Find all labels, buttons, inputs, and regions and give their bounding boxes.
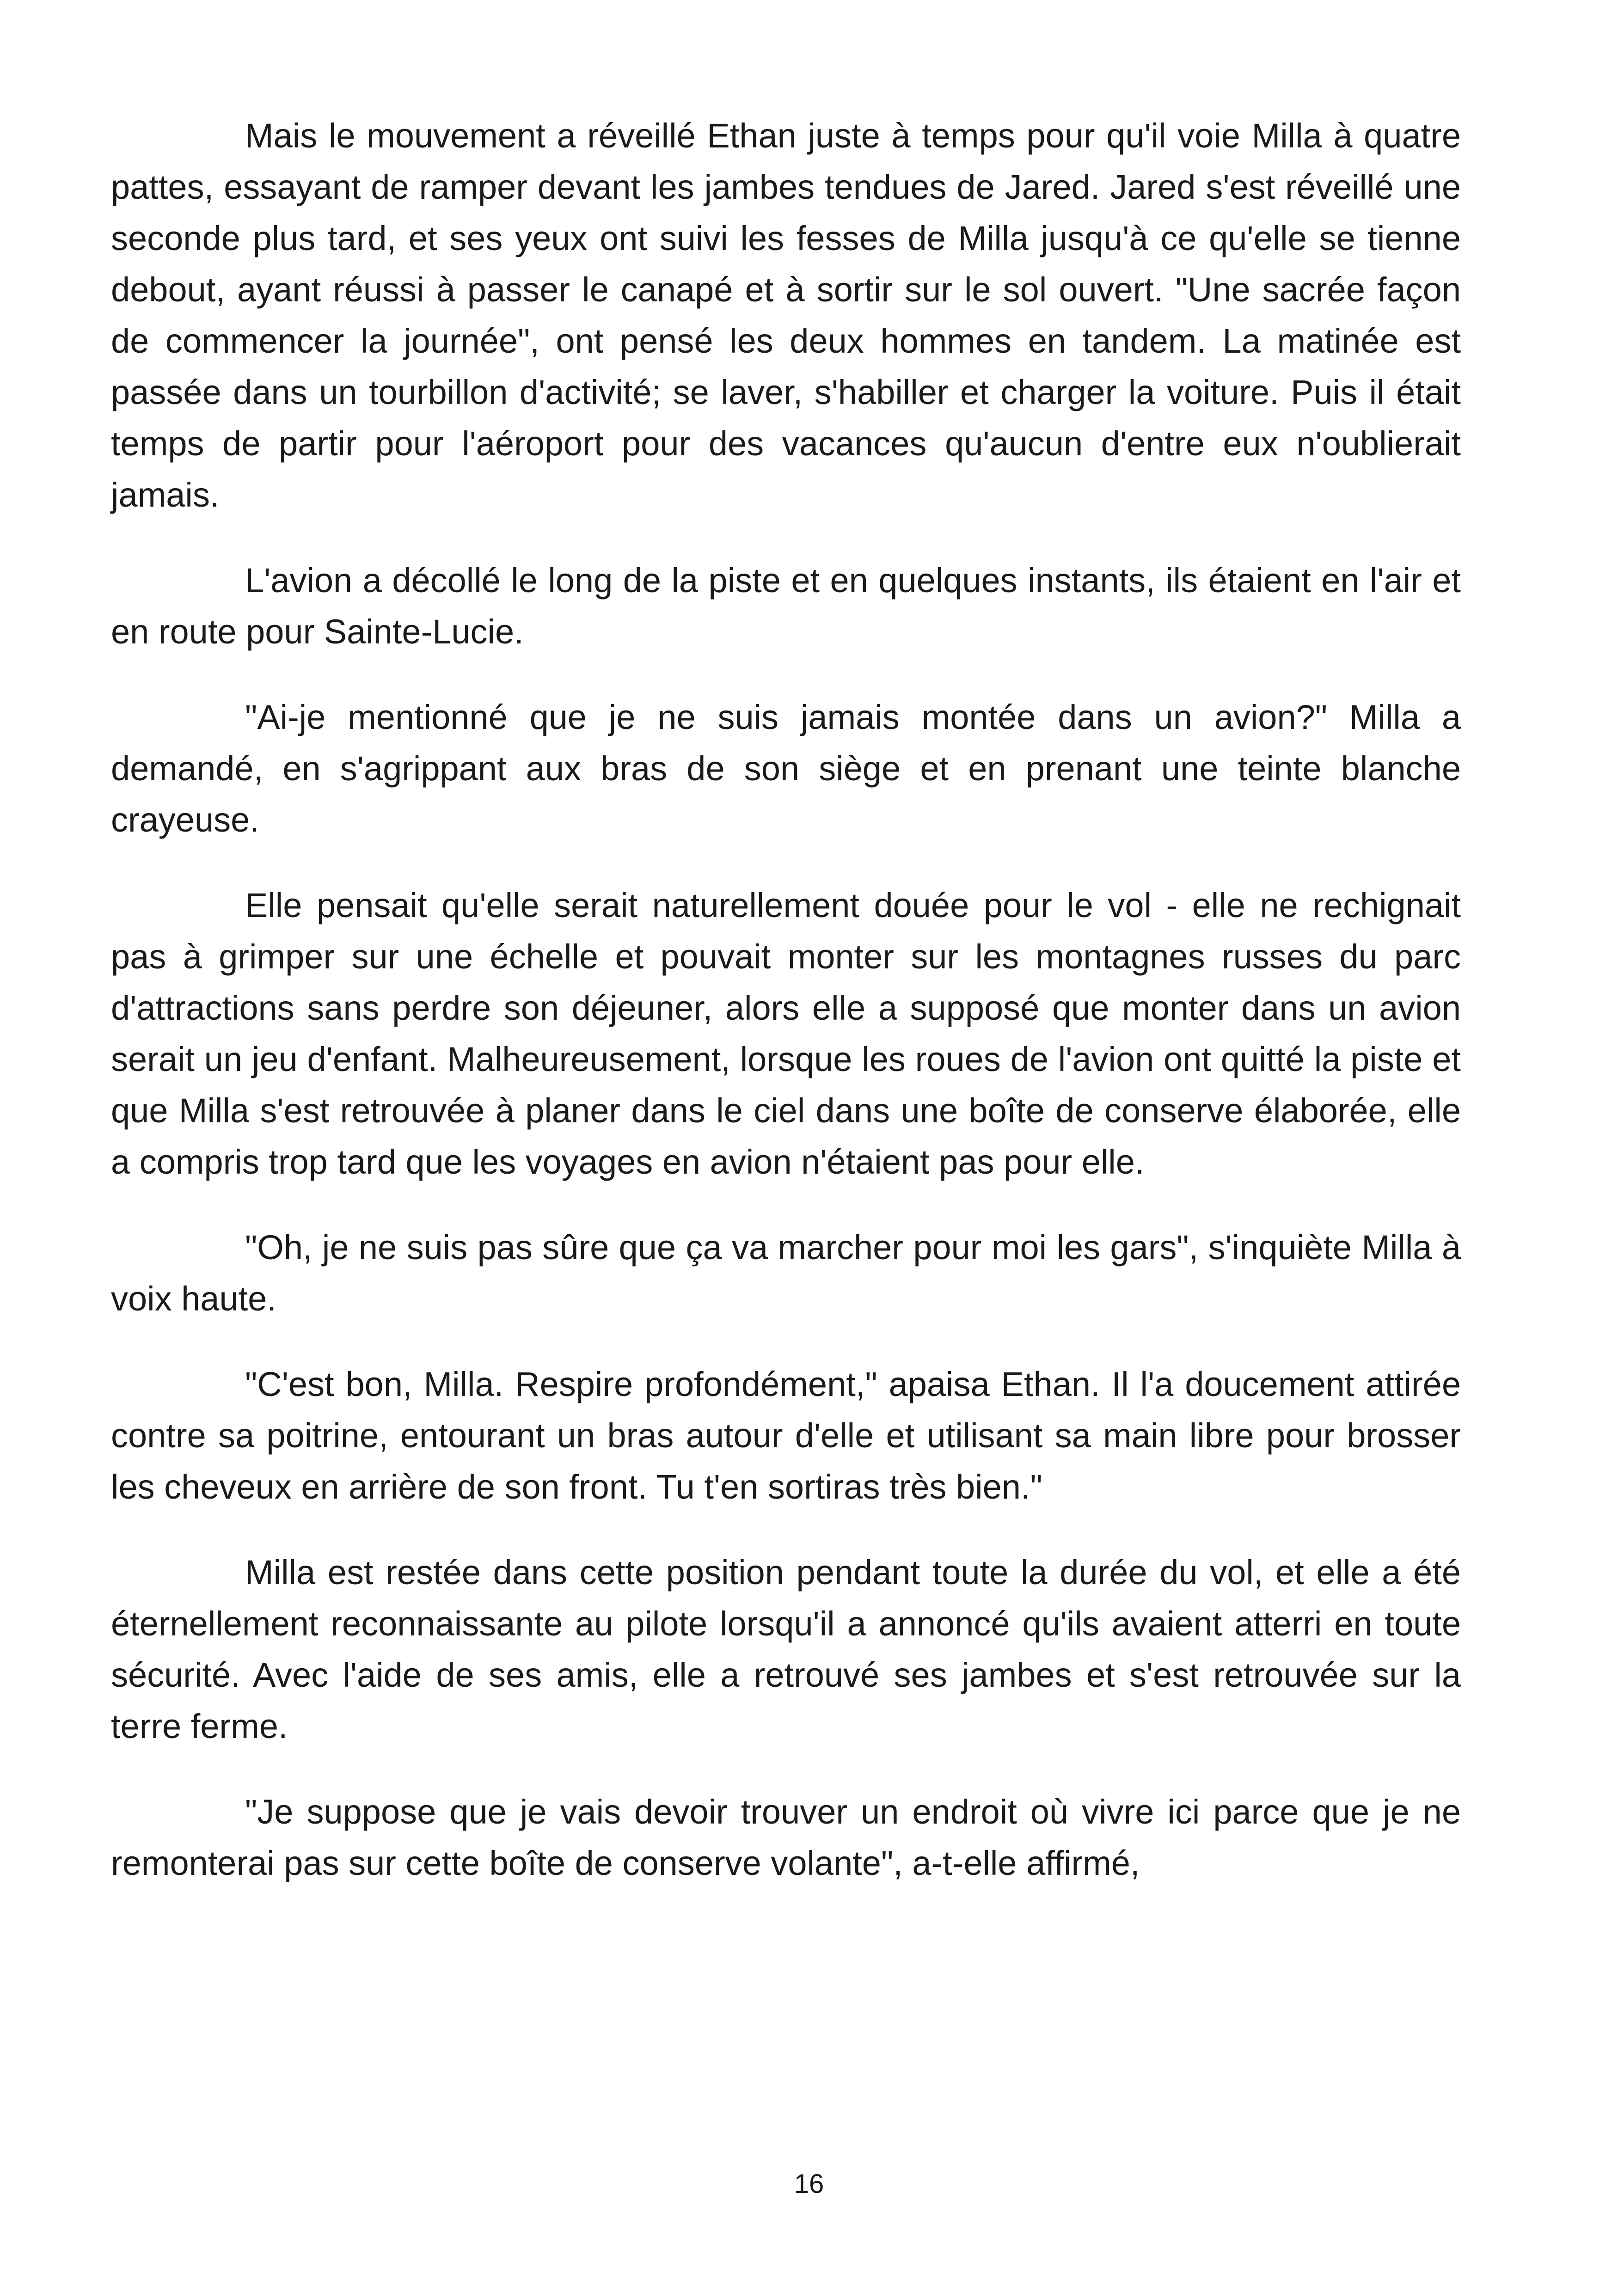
paragraph: "Je suppose que je vais devoir trouver un endroit où vivre ici parce que je ne remonterai pas sur cette boîte de conserve volante", a-t-elle affirmé,: [111, 1793, 1461, 1882]
paragraph: Elle pensait qu'elle serait naturellement douée pour le vol - elle ne rechignait pas à grimper sur une échelle et pouvait monter sur les montagnes russes du parc d'attractions sans perdre son déjeuner, alors elle a supposé que monter dans un avion serait un jeu d'enfant. Malheureusement, lorsque les roues de l'avion ont quitté la piste et que Milla s'est retrouvée à planer dans le ciel dans une boîte de conserve élaborée, elle a compris trop tard que les voyages en avion n'étaient pas pour elle.: [111, 886, 1461, 1181]
body-text: [111, 110, 1461, 1923]
page-number: 16: [794, 2169, 824, 2199]
paragraph: L'avion a décollé le long de la piste et en quelques instants, ils étaient en l'air et en route pour Sainte-Lucie.: [111, 561, 1461, 651]
paragraph: "Oh, je ne suis pas sûre que ça va marcher pour moi les gars", s'inquiète Milla à voix haute.: [111, 1228, 1461, 1318]
paragraph: "C'est bon, Milla. Respire profondément," apaisa Ethan. Il l'a doucement attirée contre sa poitrine, entourant un bras autour d'elle et utilisant sa main libre pour brosser les cheveux en arrière de son front. Tu t'en sortiras très bien.": [111, 1365, 1461, 1506]
paragraph: Milla est restée dans cette position pendant toute la durée du vol, et elle a été éternellement reconnaissante au pilote lorsqu'il a annoncé qu'ils avaient atterri en toute sécurité. Avec l'aide de ses amis, elle a retrouvé ses jambes et s'est retrouvée sur la terre ferme.: [111, 1553, 1461, 1745]
paragraph: Mais le mouvement a réveillé Ethan juste à temps pour qu'il voie Milla à quatre pattes, essayant de ramper devant les jambes tendues de Jared. Jared s'est réveillé une seconde plus tard, et ses yeux ont suivi les fesses de Milla jusqu'à ce qu'elle se tienne debout, ayant réussi à passer le canapé et à sortir sur le sol ouvert. "Une sacrée façon de commencer la journée", ont pensé les deux hommes en tandem. La matinée est passée dans un tourbillon d'activité; se laver, s'habiller et charger la voiture. Puis il était temps de partir pour l'aéroport pour des vacances qu'aucun d'entre eux n'oublierait jamais.: [111, 116, 1461, 514]
paragraph: "Ai-je mentionné que je ne suis jamais montée dans un avion?" Milla a demandé, en s'agrippant aux bras de son siège et en prenant une teinte blanche crayeuse.: [111, 698, 1461, 839]
